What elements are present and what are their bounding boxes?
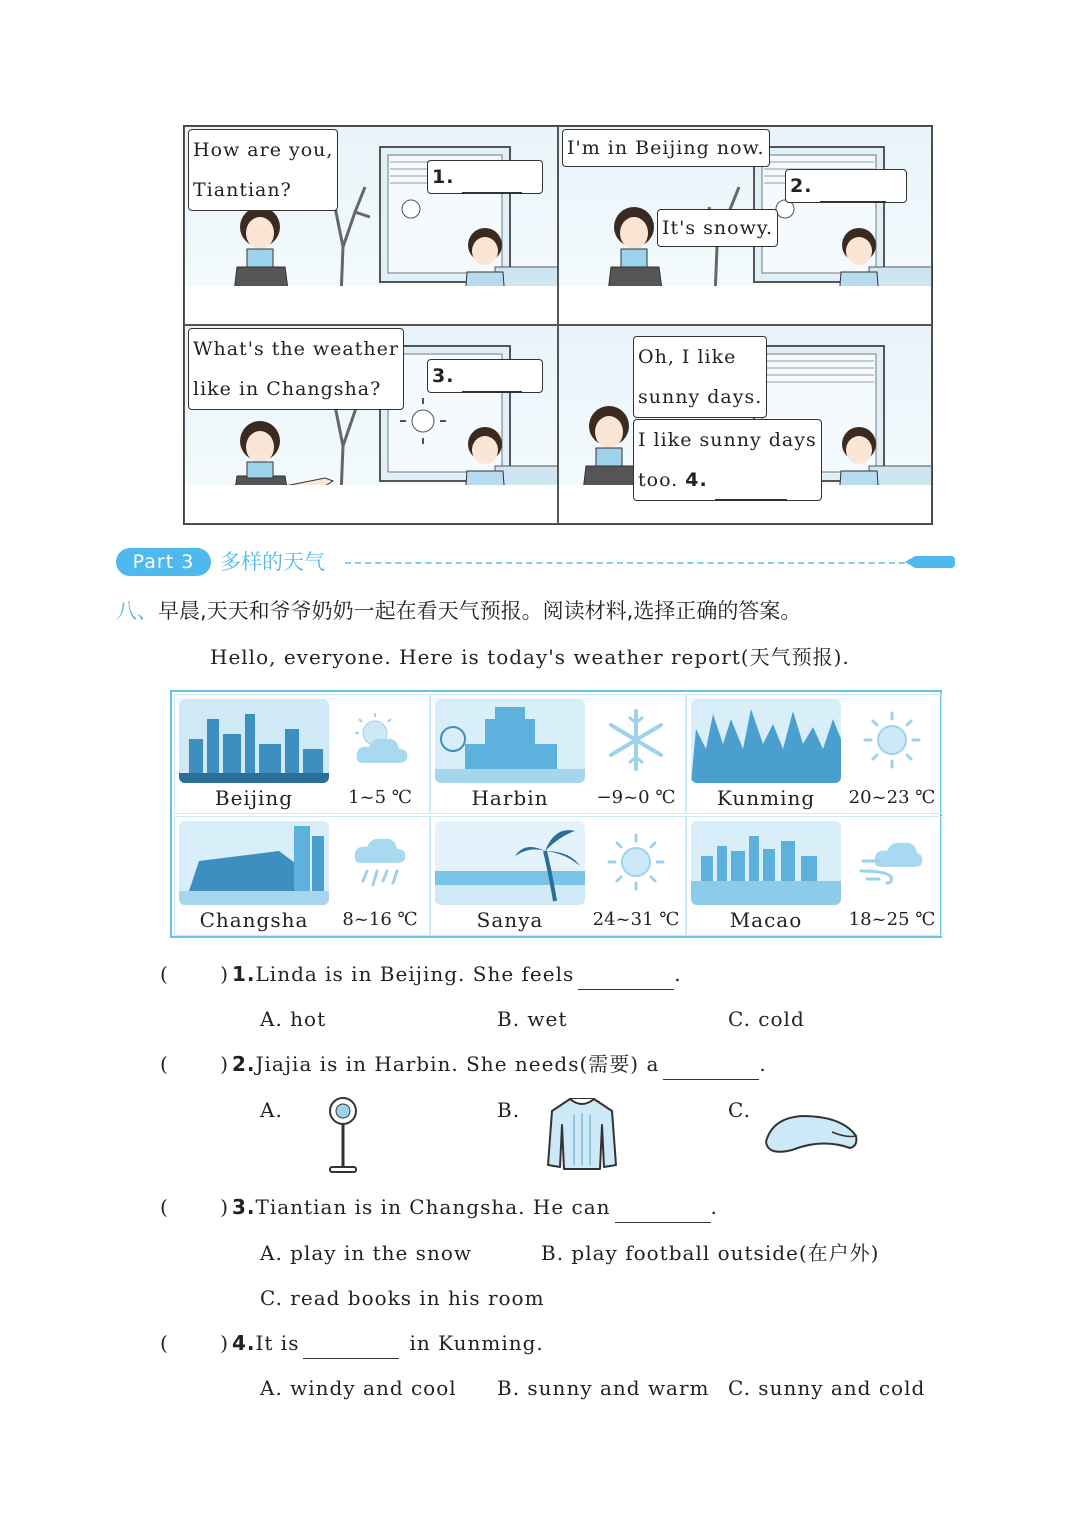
temperature: 8~16 ℃ — [342, 909, 418, 930]
speech-bubble-girl-2: It's snowy. — [657, 209, 778, 247]
option-a[interactable]: A. play in the snow — [260, 1241, 472, 1265]
answer-blank-4[interactable] — [715, 479, 787, 500]
city-name: Changsha — [199, 908, 309, 932]
answer-bracket[interactable]: ( ) — [160, 1052, 230, 1076]
weather-cell-harbin — [430, 694, 686, 814]
period: . — [759, 1052, 767, 1076]
question-text-before: It is — [255, 1331, 300, 1355]
weather-cell-macao — [686, 816, 942, 936]
intro-text: Hello, everyone. Here is today's weather report(天气预报). — [210, 645, 850, 669]
speech-bubble-girl: What's the weather like in Changsha? — [188, 328, 404, 410]
temperature: 24~31 ℃ — [592, 909, 680, 930]
question-2 — [160, 1048, 767, 1080]
question-number: 4. — [232, 1331, 256, 1355]
question-4 — [160, 1327, 544, 1359]
question-text: Jiajia is in Harbin. She needs(需要) a — [255, 1052, 660, 1076]
part-label: Part 3 — [116, 548, 211, 576]
answer-blank-2[interactable] — [820, 181, 886, 202]
speech-bubble-girl: How are you, Tiantian? — [188, 129, 338, 211]
harbin-photo — [435, 699, 585, 783]
answer-blank-1[interactable] — [462, 172, 522, 193]
temperature: −9~0 ℃ — [596, 787, 676, 808]
kunming-photo — [691, 699, 841, 783]
speech-bubble-boy: I like sunny days too. 4. — [633, 419, 822, 501]
snow-ground — [559, 286, 931, 324]
answer-blank-3[interactable] — [462, 371, 522, 392]
city-name: Kunming — [716, 786, 816, 810]
pencil-icon — [915, 556, 955, 568]
question-text: Linda is in Beijing. She feels — [255, 962, 575, 986]
question-1 — [160, 958, 682, 990]
comic-panel-1 — [184, 126, 558, 325]
partly-cloudy-icon — [345, 705, 415, 775]
windy-cloud-icon — [857, 827, 927, 897]
city-name: Sanya — [476, 908, 544, 932]
sun-icon — [601, 827, 671, 897]
comic-panel-3 — [184, 325, 558, 524]
fan-icon[interactable] — [322, 1095, 364, 1175]
answer-bracket[interactable]: ( ) — [160, 1195, 230, 1219]
weather-cell-sanya — [430, 816, 686, 936]
speech-bubble-girl: I'm in Beijing now. — [562, 129, 770, 167]
option-b[interactable]: B. sunny and warm — [497, 1376, 710, 1400]
answer-blank[interactable] — [615, 1198, 711, 1223]
answer-bubble-3: 3. — [427, 359, 543, 393]
option-c-label[interactable]: C. — [728, 1098, 751, 1122]
option-c[interactable]: C. sunny and cold — [728, 1376, 926, 1400]
weather-report-table — [170, 690, 942, 938]
option-b[interactable]: B. wet — [497, 1007, 568, 1031]
question-number: 3. — [232, 1195, 256, 1219]
dashed-divider — [345, 562, 915, 564]
snow-ground — [185, 485, 557, 523]
sun-visor-icon[interactable] — [762, 1112, 862, 1160]
option-b-label[interactable]: B. — [497, 1098, 521, 1122]
speech-bubble-girl: Oh, I like sunny days. — [633, 336, 767, 418]
section-number: 八、 — [116, 599, 158, 623]
answer-blank[interactable] — [303, 1334, 399, 1359]
answer-blank[interactable] — [663, 1055, 759, 1080]
question-number: 1. — [232, 962, 256, 986]
option-a-label[interactable]: A. — [260, 1098, 283, 1122]
comic-panel-2 — [558, 126, 932, 325]
city-name: Macao — [729, 908, 803, 932]
section-instruction-text: 早晨,天天和爷爷奶奶一起在看天气预报。阅读材料,选择正确的答案。 — [158, 599, 802, 623]
answer-bracket[interactable]: ( ) — [160, 962, 230, 986]
sun-icon — [857, 705, 927, 775]
weather-cell-beijing — [174, 694, 430, 814]
option-b[interactable]: B. play football outside(在户外) — [541, 1241, 880, 1265]
temperature: 20~23 ℃ — [848, 787, 936, 808]
snow-ground — [185, 286, 557, 324]
city-name: Beijing — [214, 786, 294, 810]
question-number: 2. — [232, 1052, 256, 1076]
period: . — [710, 1195, 718, 1219]
beijing-photo — [179, 699, 329, 783]
section-instruction — [116, 596, 801, 626]
part-title: 多样的天气 — [220, 550, 325, 574]
answer-blank[interactable] — [578, 965, 674, 990]
answer-bubble-2: 2. — [785, 169, 907, 203]
period: . — [674, 962, 682, 986]
temperature: 1~5 ℃ — [348, 787, 412, 808]
changsha-photo — [179, 821, 329, 905]
question-text-after: in Kunming. — [409, 1331, 544, 1355]
option-a[interactable]: A. windy and cool — [260, 1376, 457, 1400]
comic-strip — [183, 125, 933, 525]
option-a[interactable]: A. hot — [260, 1007, 327, 1031]
question-3 — [160, 1191, 718, 1223]
rain-icon — [345, 827, 415, 897]
answer-bracket[interactable]: ( ) — [160, 1331, 230, 1355]
option-c[interactable]: C. read books in his room — [260, 1286, 545, 1310]
answer-bubble-1: 1. — [427, 160, 543, 194]
option-c[interactable]: C. cold — [728, 1007, 805, 1031]
weather-cell-changsha — [174, 816, 430, 936]
comic-panel-4 — [558, 325, 932, 524]
snowflake-icon — [601, 705, 671, 775]
sanya-photo — [435, 821, 585, 905]
sweater-icon[interactable] — [546, 1095, 618, 1173]
question-text: Tiantian is in Changsha. He can — [255, 1195, 611, 1219]
city-name: Harbin — [471, 786, 549, 810]
weather-cell-kunming — [686, 694, 942, 814]
temperature: 18~25 ℃ — [848, 909, 936, 930]
macao-photo — [691, 821, 841, 905]
